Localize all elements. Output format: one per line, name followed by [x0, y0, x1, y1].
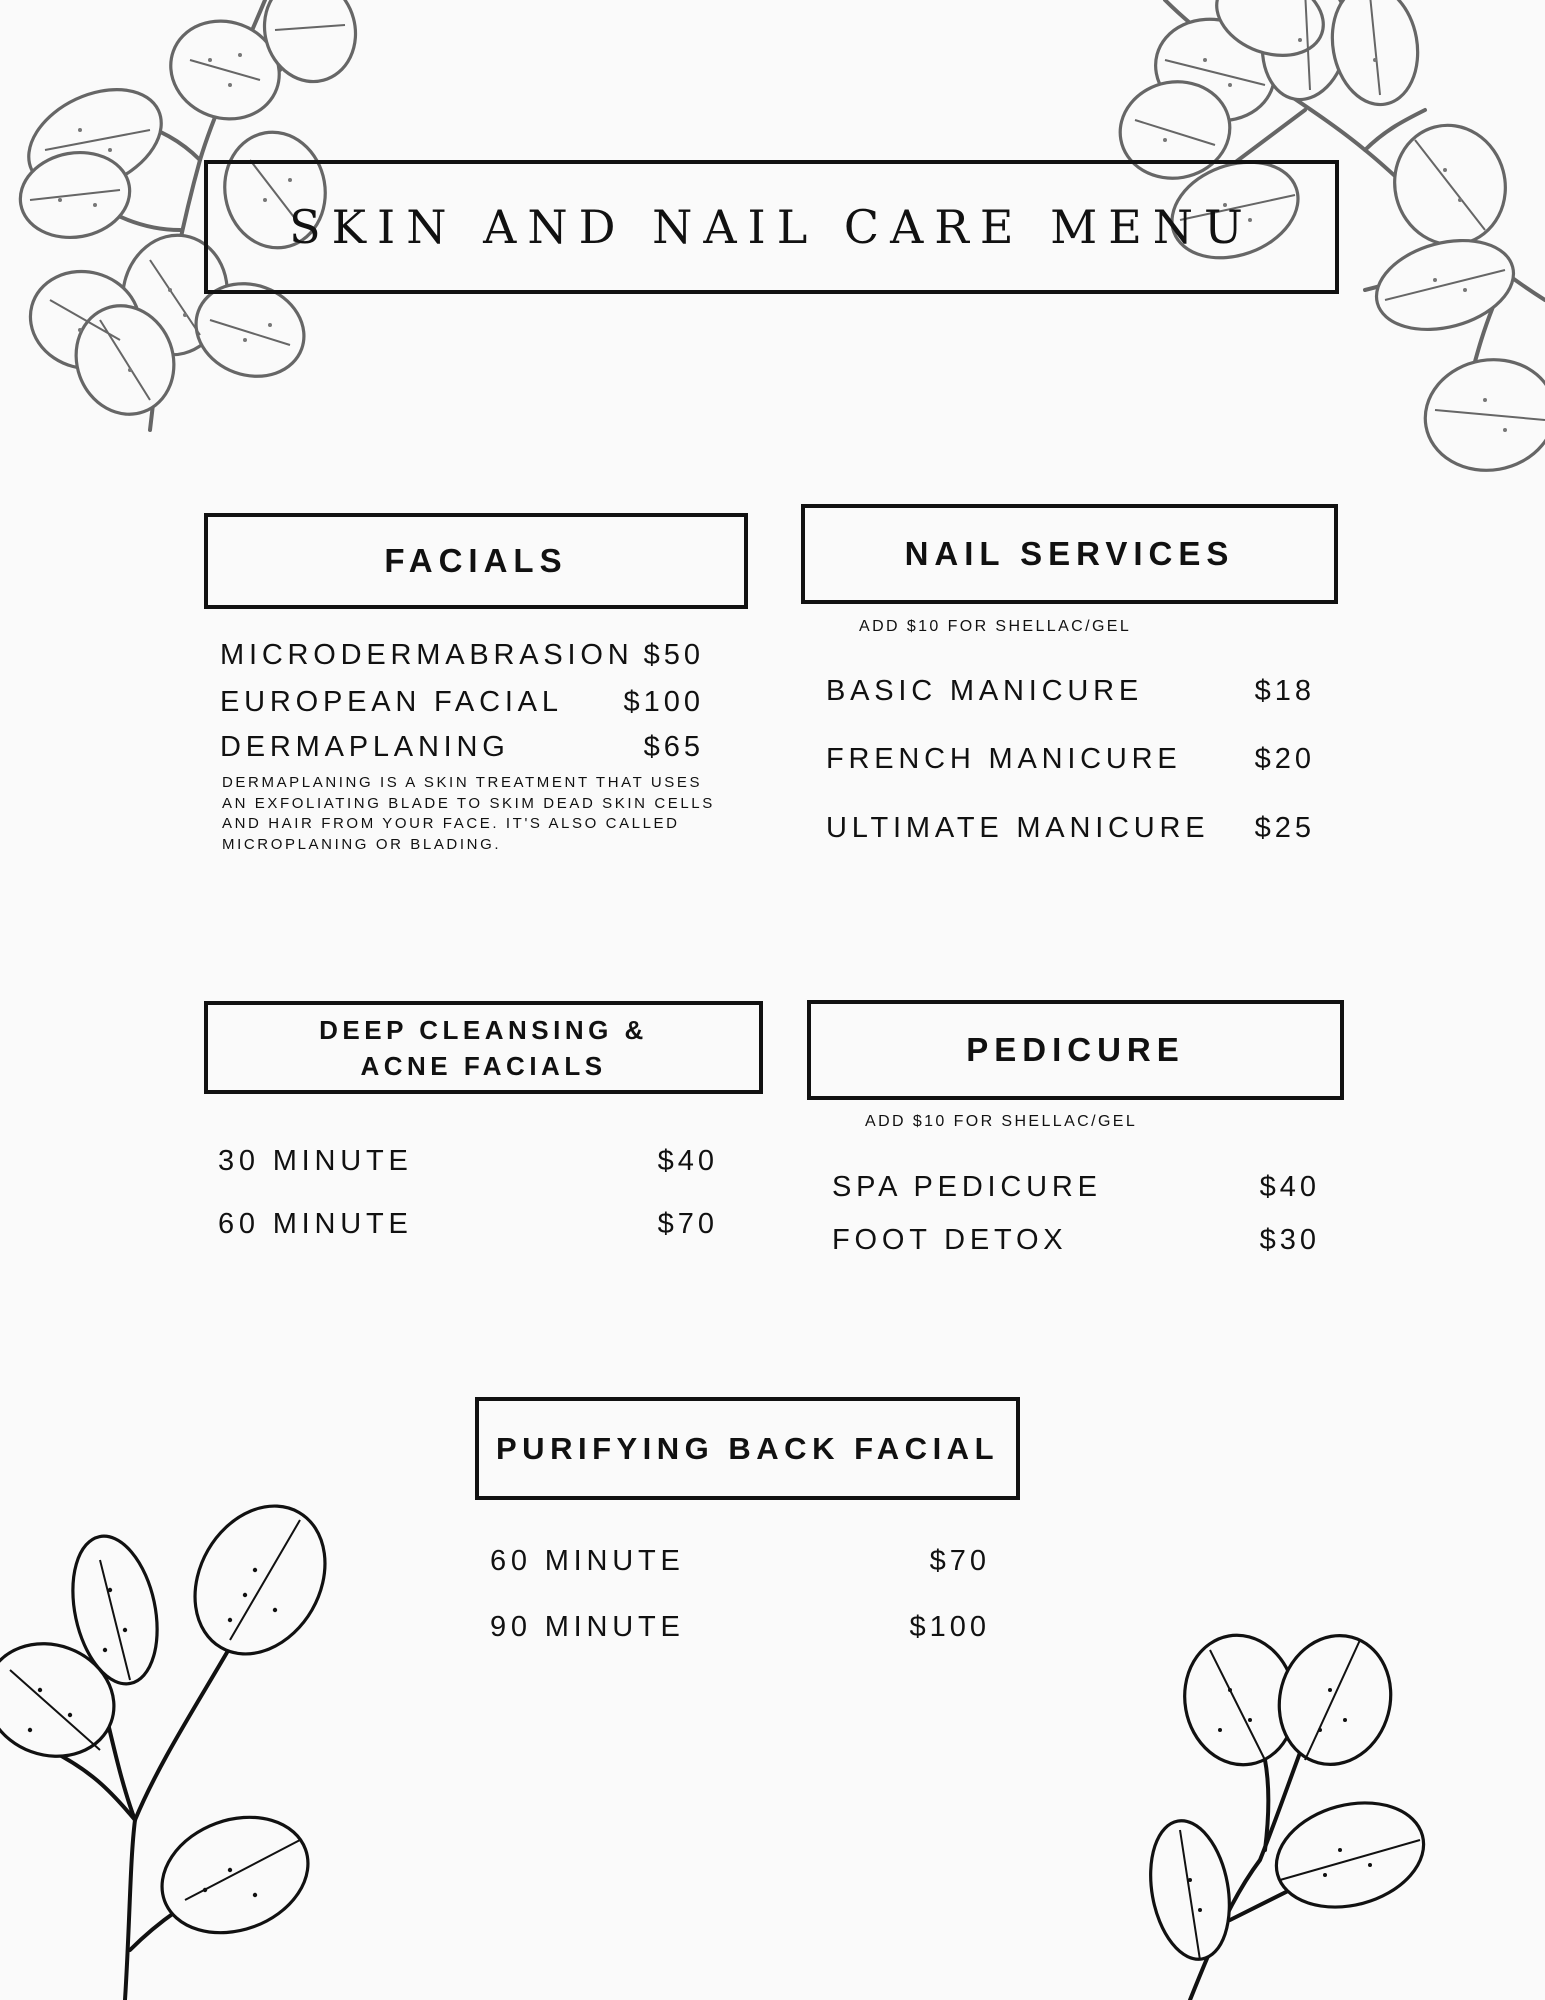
nail-services-item-price: $20	[1254, 743, 1315, 775]
facials-item-price: $100	[623, 686, 704, 718]
facials-header	[204, 513, 748, 609]
deep-cleansing-item-price: $40	[657, 1145, 718, 1177]
menu-title-frame	[204, 160, 1339, 294]
facials-item-name: EUROPEAN FACIAL	[220, 686, 563, 718]
back-facial-title: PURIFYING BACK FACIAL	[496, 1430, 999, 1466]
eucalyptus-branch-bottom-right-icon	[1130, 1590, 1430, 2000]
back-facial-item-name: 60 MINUTE	[490, 1545, 685, 1577]
nail-services-item-name: FRENCH MANICURE	[826, 743, 1182, 775]
facials-title: FACIALS	[384, 542, 568, 579]
nail-services-item-name: ULTIMATE MANICURE	[826, 812, 1210, 844]
deep-cleansing-item-price: $70	[657, 1208, 718, 1240]
eucalyptus-branch-bottom-left-icon	[0, 1500, 340, 2000]
nail-services-note: ADD $10 FOR SHELLAC/GEL	[859, 618, 1132, 635]
facials-item-price: $50	[643, 639, 704, 671]
nail-services-header	[801, 504, 1338, 604]
facials-item-name: DERMAPLANING	[220, 731, 510, 763]
menu-title: SKIN AND NAIL CARE MENU	[289, 200, 1254, 254]
back-facial-header	[475, 1397, 1020, 1500]
dermaplaning-description: DERMAPLANING IS A SKIN TREATMENT THAT USES AN EXFOLIATING BLADE TO SKIM DEAD SKIN CELLS AND HAIR FROM YOUR FACE. IT'S ALSO CALLED MICROPLANING OR BLADING.	[222, 774, 715, 853]
deep-cleansing-title-line2: ACNE FACIALS	[360, 1050, 607, 1081]
nail-services-item-price: $25	[1254, 812, 1315, 844]
pedicure-item-name: FOOT DETOX	[832, 1224, 1068, 1256]
pedicure-note: ADD $10 FOR SHELLAC/GEL	[865, 1113, 1138, 1130]
nail-services-item-price: $18	[1254, 675, 1315, 707]
back-facial-item-name: 90 MINUTE	[490, 1611, 685, 1643]
pedicure-item-price: $30	[1259, 1224, 1320, 1256]
deep-cleansing-item-name: 30 MINUTE	[218, 1145, 413, 1177]
pedicure-item-price: $40	[1259, 1171, 1320, 1203]
facials-item-price: $65	[643, 731, 704, 763]
pedicure-header	[807, 1000, 1344, 1100]
deep-cleansing-item-name: 60 MINUTE	[218, 1208, 413, 1240]
back-facial-item-price: $70	[929, 1545, 990, 1577]
nail-services-title: NAIL SERVICES	[904, 535, 1235, 572]
deep-cleansing-header	[204, 1001, 763, 1094]
nail-services-item-name: BASIC MANICURE	[826, 675, 1143, 707]
facials-item-name: MICRODERMABRASION	[220, 639, 634, 671]
pedicure-item-name: SPA PEDICURE	[832, 1171, 1102, 1203]
pedicure-title: PEDICURE	[966, 1031, 1185, 1068]
deep-cleansing-title-line1: DEEP CLEANSING &	[319, 1014, 648, 1045]
back-facial-item-price: $100	[909, 1611, 990, 1643]
